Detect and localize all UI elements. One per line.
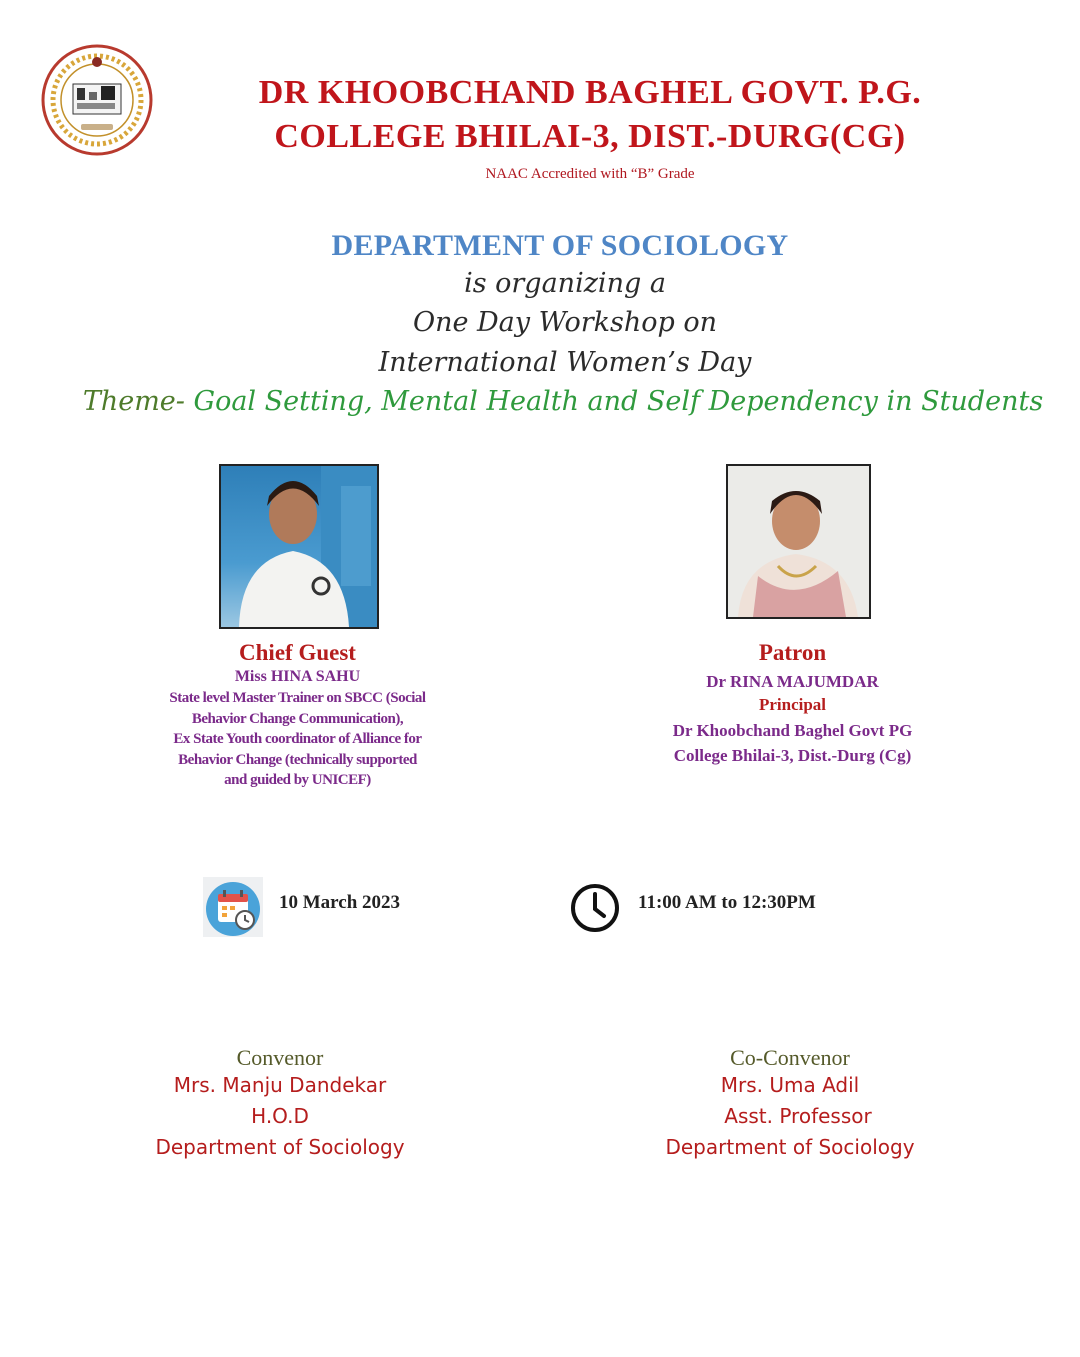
workshop-line: One Day Workshop on	[412, 307, 718, 338]
chief-guest-desc-line: Behavior Change (technically supported	[178, 752, 417, 768]
chief-guest-desc-line: Behavior Change Communication),	[191, 711, 404, 727]
co-convenor-name: Mrs. Uma Adil	[720, 1073, 860, 1097]
college-name-line1: DR KHOOBCHAND BAGHEL GOVT. P.G.	[258, 74, 922, 111]
event-time: 11:00 AM to 12:30PM	[638, 892, 816, 913]
patron-role: Patron	[758, 640, 827, 665]
calendar-icon	[203, 877, 263, 937]
college-name-line2: COLLEGE BHILAI-3, DIST.-DURG(CG)	[274, 118, 906, 155]
chief-guest-desc-line: Ex State Youth coordinator of Alliance for	[173, 731, 422, 747]
convenor-department: Department of Sociology	[155, 1135, 405, 1159]
patron-title: Principal	[758, 695, 827, 714]
theme-text: Goal Setting, Mental Health and Self Dependency in Students	[193, 386, 1044, 417]
co-convenor-title: Asst. Professor	[724, 1104, 872, 1128]
clock-icon	[569, 880, 621, 936]
organizing-line: is organizing a	[464, 268, 666, 299]
co-convenor-role: Co-Convenor	[730, 1045, 850, 1070]
theme-line	[0, 386, 1080, 417]
patron-photo	[726, 464, 871, 619]
department-heading: DEPARTMENT OF SOCIOLOGY	[331, 229, 789, 262]
patron-college-line: Dr Khoobchand Baghel Govt PG	[672, 721, 913, 740]
occasion-line: International Women’s Day	[378, 347, 752, 378]
theme-label: Theme-	[82, 386, 185, 417]
accreditation-text: NAAC Accredited with “B” Grade	[485, 166, 695, 182]
event-date: 10 March 2023	[279, 892, 401, 913]
college-logo	[40, 40, 154, 164]
chief-guest-desc-line: and guided by UNICEF)	[224, 772, 371, 788]
convenor-role: Convenor	[236, 1045, 324, 1070]
chief-guest-role: Chief Guest	[239, 640, 356, 665]
co-convenor-department: Department of Sociology	[665, 1135, 915, 1159]
convenor-title: H.O.D	[251, 1104, 309, 1128]
patron-name: Dr RINA MAJUMDAR	[706, 672, 879, 691]
convenor-name: Mrs. Manju Dandekar	[173, 1073, 387, 1097]
chief-guest-desc-line: State level Master Trainer on SBCC (Social	[169, 690, 426, 706]
chief-guest-photo	[219, 464, 379, 629]
patron-college-line: College Bhilai-3, Dist.-Durg (Cg)	[673, 746, 912, 765]
chief-guest-name: Miss HINA SAHU	[234, 668, 361, 685]
